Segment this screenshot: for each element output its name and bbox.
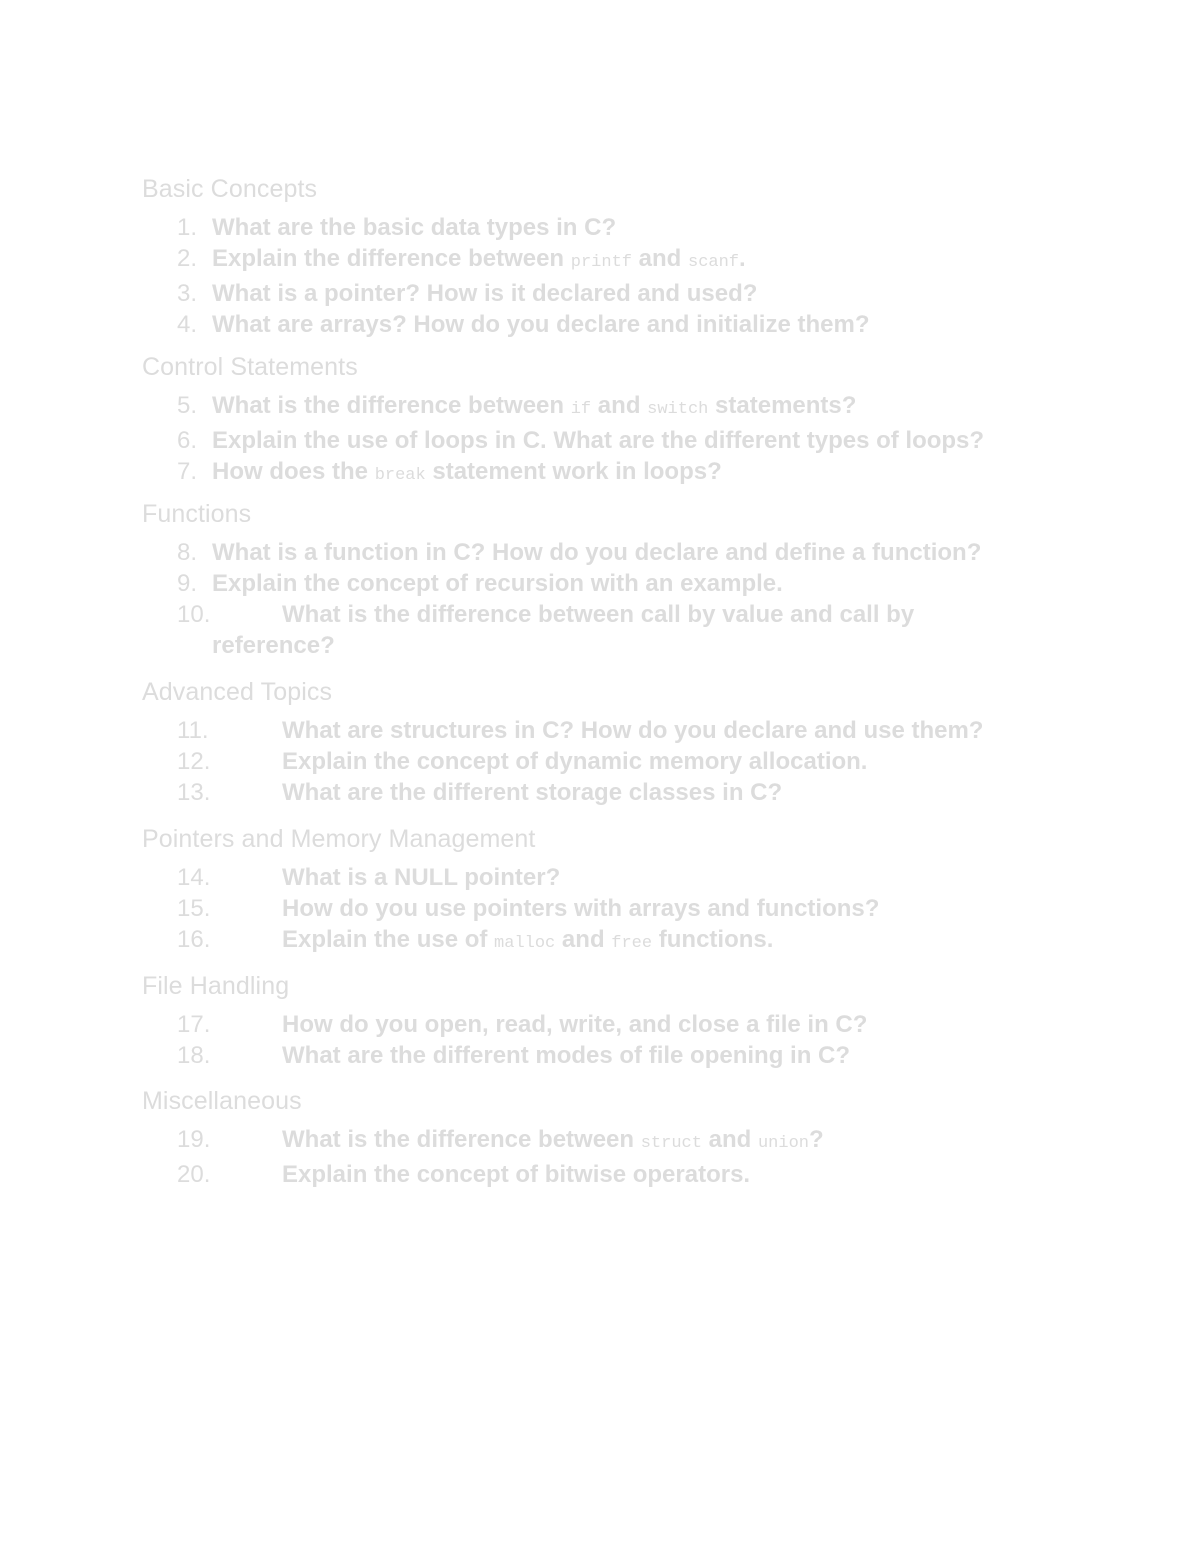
question-text: What are the different modes of file opening in C? [282,1042,851,1069]
section-control-statements [142,350,1142,491]
item-number: 16. [177,926,211,953]
section-functions [142,497,1142,661]
section-advanced-topics [142,675,1142,808]
section-heading: Pointers and Memory Management [142,825,536,853]
question-text: Explain the use of malloc and free functions. [282,926,774,953]
list-item [142,862,1142,893]
section-heading: Basic Concepts [142,175,318,203]
code-term: struct [640,1134,702,1153]
question-list [142,537,1142,661]
list-item [142,390,1142,425]
question-text: Explain the difference between printf and scanf. [212,245,746,272]
item-number: 14. [177,864,211,891]
item-number: 20. [177,1161,211,1188]
section-heading: Advanced Topics [142,678,333,706]
question-text: Explain the concept of dynamic memory allocation. [282,748,868,775]
list-item [142,212,1142,243]
list-item [142,1009,1142,1040]
question-text: What is the difference between if and switch statements? [212,392,857,419]
question-list [142,1009,1142,1071]
code-term: switch [647,400,709,419]
code-term: malloc [494,934,556,953]
question-text: What are the basic data types in C? [212,214,617,241]
list-item [142,425,1142,456]
list-item [142,746,1142,777]
list-item [142,278,1142,309]
code-term: if [570,400,592,419]
item-number: 8. [177,539,198,566]
question-list [142,862,1142,959]
list-item [142,456,1142,491]
question-text: Explain the concept of bitwise operators. [282,1161,751,1188]
question-text: How does the break statement work in loops? [212,458,722,485]
item-number: 10. [177,601,211,628]
question-text: What are arrays? How do you declare and initialize them? [212,311,870,338]
section-pointers-memory [142,822,1142,959]
list-item [142,893,1142,924]
item-number: 4. [177,311,198,338]
question-text: What is a NULL pointer? [282,864,561,891]
list-item [142,537,1142,568]
list-item [142,715,1142,746]
question-text: What are structures in C? How do you declare and use them? [282,717,984,744]
item-number: 9. [177,570,198,597]
question-list [142,1124,1142,1190]
item-number: 15. [177,895,211,922]
item-number: 1. [177,214,198,241]
item-number: 2. [177,245,198,272]
list-item [142,309,1142,340]
list-item [142,1124,1142,1159]
question-text: What is the difference between call by value and call by reference? [212,601,915,659]
section-miscellaneous [142,1084,1142,1190]
question-text: What are the different storage classes in C? [282,779,783,806]
code-term: break [374,466,426,485]
section-heading: Miscellaneous [142,1087,302,1115]
item-number: 7. [177,458,198,485]
question-list [142,715,1142,808]
question-text: What is a function in C? How do you declare and define a function? [212,539,982,566]
question-list [142,390,1142,491]
list-item [142,568,1142,599]
item-number: 18. [177,1042,211,1069]
list-item [142,777,1142,808]
question-text: How do you use pointers with arrays and functions? [282,895,880,922]
item-number: 12. [177,748,211,775]
item-number: 6. [177,427,198,454]
question-text: What is the difference between struct and union? [282,1126,824,1153]
question-text: How do you open, read, write, and close a file in C? [282,1011,868,1038]
code-term: union [757,1134,809,1153]
section-heading: Functions [142,500,252,528]
item-number: 5. [177,392,198,419]
list-item [142,243,1142,278]
list-item [142,924,1142,959]
question-text: What is a pointer? How is it declared and used? [212,280,758,307]
section-file-handling [142,969,1142,1071]
question-text: Explain the concept of recursion with an example. [212,570,783,597]
list-item [142,599,1142,661]
list-item [142,1159,1142,1190]
code-term: free [611,934,653,953]
item-number: 13. [177,779,211,806]
section-heading: Control Statements [142,353,358,381]
item-number: 19. [177,1126,211,1153]
section-basic-concepts [142,172,1142,340]
code-term: scanf [688,253,740,272]
item-number: 11. [177,717,209,744]
code-term: printf [570,253,632,272]
item-number: 17. [177,1011,211,1038]
list-item [142,1040,1142,1071]
section-heading: File Handling [142,972,290,1000]
question-list [142,212,1142,340]
question-text: Explain the use of loops in C. What are the different types of loops? [212,427,985,454]
item-number: 3. [177,280,198,307]
